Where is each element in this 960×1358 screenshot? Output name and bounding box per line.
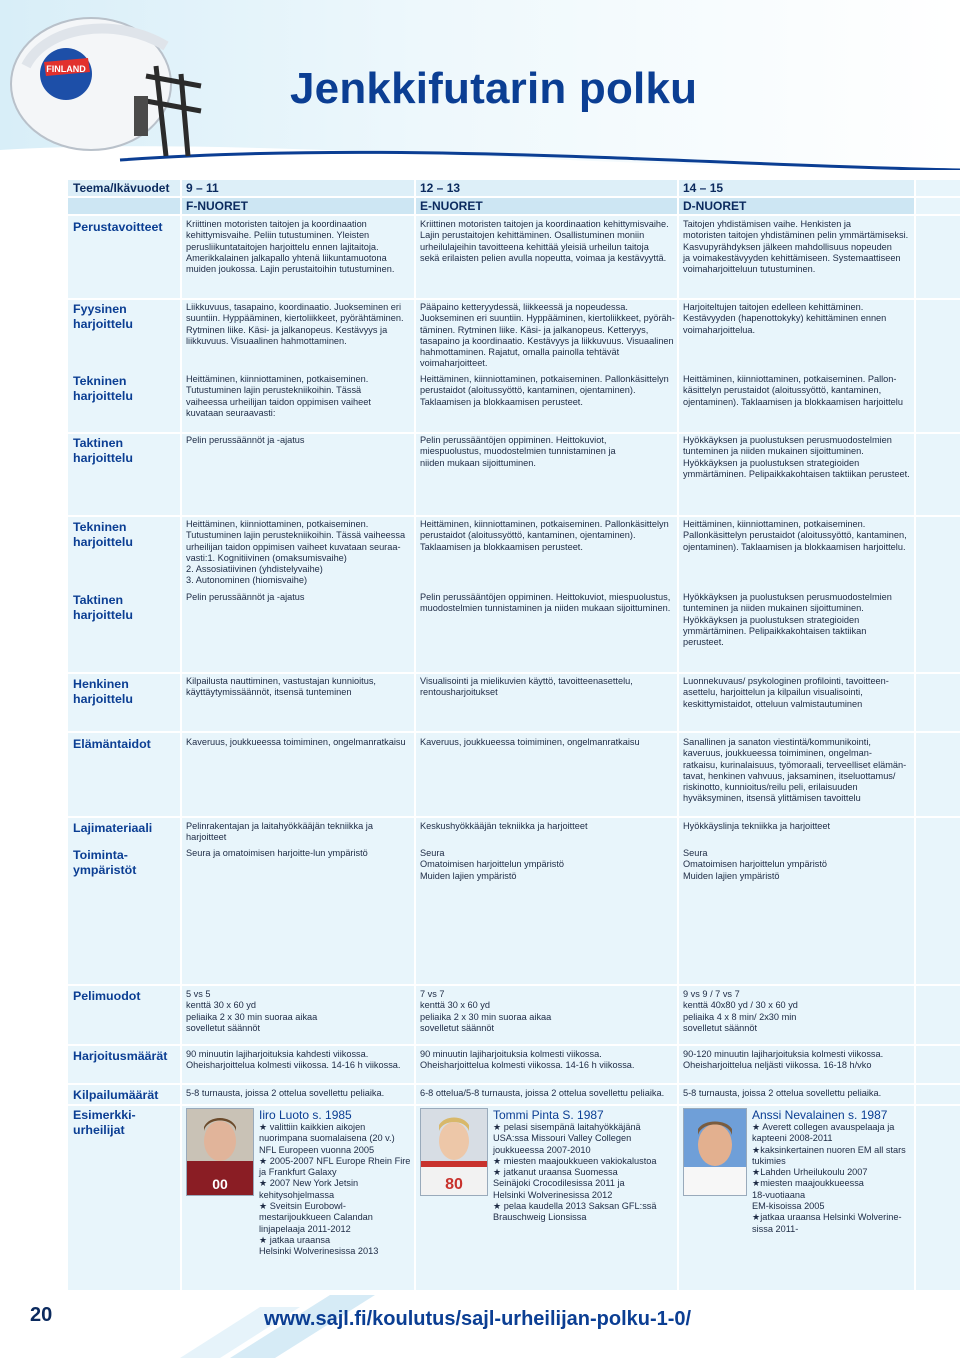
row-label: Tekninen harjoittelu	[73, 374, 133, 403]
bio-line: kehitysohjelmassa	[259, 1189, 335, 1200]
bio-line: ★ jatkanut uraansa Suomessa	[493, 1167, 618, 1178]
cell-f: 5-8 turnausta, joissa 2 ottelua sovellettu peliaika.	[186, 1088, 385, 1098]
bio-line: ★ 2005-2007 NFL Europe Rhein Fire	[259, 1155, 411, 1166]
cell-f: Liikkuvuus, tasapaino, koordinaatio. Juokseminen eri suuntiin. Hyppääminen, kiertoliikkeet, pyörähtäminen. Rytminen liike. Käsi- ja jalkanopeus. Kestävyys ja liikkuvuus. Visuaalinen hahmottaminen.	[186, 302, 404, 346]
cell-d: Sanallinen ja sanaton viestintä/kommunikointi, kaveruus, joukkueessa toimiminen, ongelman- ratkaisu, kurinalaisuus, työmoraali, terveelliset elämän- tavat, henkinen vahvuus, jaksaminen, itseluottamus/ riskinotto, kunnioitus/reilu peli, erilaisuuden hyväksyminen, itsensä ylittämisen tavoittelu	[683, 737, 907, 804]
svg-text:00: 00	[212, 1176, 228, 1192]
bio-line: Seinäjoki Crocodilesissa 2011 ja	[493, 1178, 625, 1189]
bio-line: Brauschweig Lionsissa	[493, 1212, 587, 1223]
page-number: 20	[30, 1304, 53, 1326]
cell-d: Luonnekuvaus/ psykologinen profilointi, tavoitteen- asettelu, harjoittelun ja kilpailun visualisointi, keskittymistaidot, otteluun valmistautuminen	[683, 676, 889, 709]
player-bio-2	[493, 1122, 657, 1224]
bio-line: nuorimpana suomalaisena (20 v.)	[259, 1133, 395, 1144]
player-name-1: Iiro Luoto s. 1985	[259, 1108, 352, 1122]
row-label-examples: Esimerkki- urheilijat	[73, 1108, 136, 1137]
bio-line: Helsinki Wolverinesissa 2013	[259, 1246, 379, 1257]
row-label: Tekninen harjoittelu	[73, 520, 133, 549]
cell-e: Seura Omatoimisen harjoittelun ympäristö Muiden lajien ympäristö	[420, 848, 564, 881]
footer-url-link[interactable]: www.sajl.fi/koulutus/sajl-urheilijan-polku-1-0/	[264, 1308, 692, 1330]
cell-d: Heittäminen, kiinniottaminen, potkaiseminen. Pallon- käsittelyn perustaidot (aloitussyöttö, kantaminen, ojentaminen). Taklaamisen ja blokkaamisen harjoittelu	[683, 374, 903, 407]
cell-f: Kaveruus, joukkueessa toimiminen, ongelmanratkaisu	[186, 737, 406, 747]
player-photo-1	[186, 1108, 254, 1196]
header-group-f: F-NUORET	[186, 199, 248, 213]
player-bio-3	[752, 1122, 906, 1235]
cell-e: Heittäminen, kiinniottaminen, potkaiseminen. Pallonkäsittelyn perustaidot (aloitussyöttö, kantaminen, ojentaminen). Taklaamisen ja blokkaamisen perusteet.	[420, 519, 669, 552]
row-label: Pelimuodot	[73, 989, 141, 1003]
bio-line: 18-vuotiaana	[752, 1189, 806, 1200]
bio-line: ★ jatkaa uraansa	[259, 1234, 331, 1245]
bio-line: ★ miesten maajoukkueen vakiokalustoa	[493, 1155, 657, 1166]
bio-line: ★miesten maajoukkueessa	[752, 1178, 864, 1189]
bio-line: ★ pelasi sisempänä laitahyökkäjänä	[493, 1122, 641, 1132]
bio-line: joukkueessa 2007-2010	[493, 1144, 591, 1155]
row-label: Taktinen harjoittelu	[73, 593, 133, 622]
page-title: Jenkkifutarin polku	[290, 64, 698, 113]
bio-line: USA:ssa Missouri Valley Collegen	[493, 1133, 632, 1144]
row-label: Elämäntaidot	[73, 737, 151, 751]
header-group-d: D-NUORET	[683, 199, 747, 213]
cell-d: Harjoiteltujen taitojen edelleen kehittäminen. Kestävyyden (hapenottokyky) kehittäminen ennen voimaharjoittelua.	[683, 302, 887, 335]
cell-e: Visualisointi ja mielikuvien käyttö, tavoitteenasettelu, rentousharjoitukset	[420, 676, 633, 698]
cell-e: 7 vs 7 kenttä 30 x 60 yd peliaika 2 x 30 min suoraa aikaa sovelletut säännöt	[420, 989, 552, 1033]
cell-e: 6-8 ottelua/5-8 turnausta, joissa 2 ottelua sovellettu peliaika.	[420, 1088, 665, 1098]
cell-f: 90 minuutin lajiharjoituksia kahdesti viikossa. Oheisharjoittelua kolmesti viikossa. 14-16 h viikossa.	[186, 1049, 401, 1071]
row-label: Kilpailumäärät	[73, 1088, 159, 1102]
cell-f: 5 vs 5 kenttä 30 x 60 yd peliaika 2 x 30 min suoraa aikaa sovelletut säännöt	[186, 989, 318, 1033]
bio-line: ★ Sveitsin Eurobowl-	[259, 1201, 346, 1212]
cell-e: Heittäminen, kiinniottaminen, potkaiseminen. Pallonkäsittelyn perustaidot (aloitussyöttö, kantaminen, ojentaminen). Taklaamisen ja blokkaamisen perusteet.	[420, 374, 669, 407]
bio-line: kapteeni 2008-2011	[752, 1133, 833, 1144]
header-age-f: 9 – 11	[186, 181, 219, 195]
player-photo-2	[420, 1108, 488, 1196]
cell-f: Pelin perussäännöt ja -ajatus	[186, 435, 305, 445]
bio-line: NFL Europeen vuonna 2005	[259, 1144, 375, 1155]
cell-e: Pelin perussääntöjen oppiminen. Heittokuviot, miespuolustus, muodostelmien tunnistaminen ja niiden mukaan sijoittuminen.	[420, 592, 671, 614]
cell-d: Hyökkäyksen ja puolustuksen perusmuodostelmien tunteminen ja niiden mukainen sijoittuminen. Hyökkäyksen ja puolustuksen strategioiden ymmärtäminen. Pelipaikkakohtaisen taktiikan perusteet.	[683, 435, 910, 479]
cell-f: Heittäminen, kiinniottaminen, potkaiseminen. Tutustuminen lajin perustekniikoihin. Tässä vaiheessa urheilijan taidon oppimisen vaiheet kuvataan seuraa- vasti:1. Kognitiivinen (omaksumisvaihe) 2. Assosiatiivinen (yhdistelyvaihe) 3. Autonominen (hiomisvaihe)	[186, 519, 406, 586]
bio-line: linjapelaaja 2011-2012	[259, 1223, 351, 1234]
cell-f: Pelinrakentajan ja laitahyökkääjän tekniikka ja harjoitteet	[186, 821, 373, 843]
bio-line: ★ Averett collegen avauspelaaja ja	[752, 1122, 895, 1132]
cell-d: 9 vs 9 / 7 vs 7 kenttä 40x80 yd / 30 x 60 yd peliaika 4 x 8 min/ 2x30 min sovelletut säännöt	[683, 989, 798, 1033]
cell-d: 90-120 minuutin lajiharjoituksia kolmesti viikossa. Oheisharjoittelua neljästi viikossa. 16-18 h/vko	[683, 1049, 884, 1071]
player-photo-3	[683, 1108, 747, 1196]
player-portrait-icon	[421, 1109, 487, 1195]
cell-e: Pelin perussääntöjen oppiminen. Heittokuviot, miespuolustus, muodostelmien tunnistaminen ja niiden mukaan sijoittuminen.	[420, 435, 616, 468]
header-group-e: E-NUORET	[420, 199, 483, 213]
row-label: Perustavoitteet	[73, 220, 163, 234]
row-label: Harjoitusmäärät	[73, 1049, 168, 1063]
cell-e: Pääpaino ketteryydessä, liikkeessä ja nopeudessa. Juokseminen eri suuntiin. Hyppääminen, kiertoliikkeet, pyöräh- täminen. Rytminen liike. Käsi- ja jalkanopeus. Ketteryys, tasapaino ja koordinaatio. Kestävyys ja liikkuvuus. Visuaalinen hahmottaminen. Rajatut, omalla painolla tehtävät voimaharjoitteet.	[420, 302, 675, 369]
header-age-d: 14 – 15	[683, 181, 724, 195]
helmet-logo-text: FINLAND	[46, 64, 86, 74]
bio-line: tukimies	[752, 1155, 786, 1166]
cell-e: Kriittinen motoristen taitojen ja koordinaation kehittymisvaihe. Lajin perustaitojen kehittäminen. Osallistuminen moniin urheilulajeihin tavoitteena kehittää yleisiä urheilun taitoja sekä erilaisten pelien avulla nopeutta, voimaa ja kestävyyttä.	[420, 219, 669, 263]
cell-d: Heittäminen, kiinniottaminen, potkaiseminen. Pallonkäsittelyn perustaidot (aloitussyöttö, kantaminen, ojentaminen). Taklaamisen ja blokkaamisen harjoittelu.	[683, 519, 907, 552]
bio-line: ja Frankfurt Galaxy	[259, 1167, 337, 1178]
bio-line: ★ pelaa kaudella 2013 Saksan GFL:ssä	[493, 1201, 657, 1212]
football-helmet-icon	[6, 6, 206, 166]
bio-line: ★kaksinkertainen nuoren EM all stars	[752, 1144, 906, 1155]
player-bio-1	[259, 1122, 410, 1258]
cell-f: Kilpailusta nauttiminen, vastustajan kunnioitus, käyttäytymissäännöt, itsensä tunteminen	[186, 676, 376, 698]
bio-line: sissa 2011-	[752, 1223, 799, 1234]
player-name-3: Anssi Nevalainen s. 1987	[752, 1108, 888, 1122]
cell-f: Pelin perussäännöt ja -ajatus	[186, 592, 305, 602]
cell-f: Heittäminen, kiinniottaminen, potkaiseminen. Tutustuminen lajin perustekniikoihin. Tässä vaiheessa urheilijan taidon oppimisen vaiheet kuvataan seuraavasti:	[186, 374, 371, 418]
cell-e: Kaveruus, joukkueessa toimiminen, ongelmanratkaisu	[420, 737, 640, 747]
cell-e: Keskushyökkääjän tekniikka ja harjoitteet	[420, 821, 588, 831]
bio-line: EM-kisoissa 2005	[752, 1201, 825, 1212]
bio-line: ★Lahden Urheilukoulu 2007	[752, 1167, 868, 1178]
header-theme: Teema/Ikävuodet	[73, 181, 170, 195]
bio-line: Helsinki Wolverinesissa 2012	[493, 1189, 613, 1200]
header-age-e: 12 – 13	[420, 181, 461, 195]
svg-text:80: 80	[445, 1176, 463, 1193]
player-portrait-icon	[187, 1109, 253, 1195]
cell-d: Hyökkäyslinja tekniikka ja harjoitteet	[683, 821, 831, 831]
bio-line: mestarijoukkueen Calandan	[259, 1212, 373, 1223]
cell-d: Seura Omatoimisen harjoittelun ympäristö Muiden lajien ympäristö	[683, 848, 827, 881]
cell-d: Hyökkäyksen ja puolustuksen perusmuodostelmien tunteminen ja niiden mukainen sijoittuminen. Hyökkäyksen ja puolustuksen strategioiden ymmärtäminen. Pelipaikkakohtaisen taktiikan perusteet.	[683, 592, 892, 648]
row-label: Henkinen harjoittelu	[73, 677, 133, 706]
cell-d: 5-8 turnausta, joissa 2 ottelua sovellettu peliaika.	[683, 1088, 882, 1098]
row-label: Fyysinen harjoittelu	[73, 302, 133, 331]
player-name-2: Tommi Pinta S. 1987	[493, 1108, 604, 1122]
cell-d: Taitojen yhdistämisen vaihe. Henkisten ja motoristen taitojen yhdistäminen pelin ymmärtämiseksi. Kasvupyrähdyksen jälkeen mahdollisuus nopeuden ja voimakestävyyden kehittämiseen. Systemaattiseen voimaharjoitteluun tutustuminen.	[683, 219, 909, 275]
bio-line: ★ 2007 New York Jetsin	[259, 1178, 359, 1189]
bio-line: ★ valittiin kaikkien aikojen	[259, 1122, 366, 1132]
bio-line: ★jatkaa uraansa Helsinki Wolverine-	[752, 1212, 902, 1223]
cell-e: 90 minuutin lajiharjoituksia kolmesti viikossa. Oheisharjoittelua kolmesti viikossa. 14-16 h viikossa.	[420, 1049, 635, 1071]
row-label: Lajimateriaali	[73, 821, 153, 835]
player-portrait-icon	[684, 1109, 746, 1195]
cell-f: Seura ja omatoimisen harjoitte-lun ympäristö	[186, 848, 368, 858]
cell-f: Kriittinen motoristen taitojen ja koordinaation kehittymisvaihe. Peliin tutustuminen. Yleisten perusliikuntataitojen harjoittelu ennen lajitaitoja. Amerikkalainen jalkapallo yhtenä liikuntamuotona muiden joukossa. Lajin perustaitoihin tutustuminen.	[186, 219, 395, 275]
row-label: Toiminta- ympäristöt	[73, 848, 137, 877]
row-label: Taktinen harjoittelu	[73, 436, 133, 465]
